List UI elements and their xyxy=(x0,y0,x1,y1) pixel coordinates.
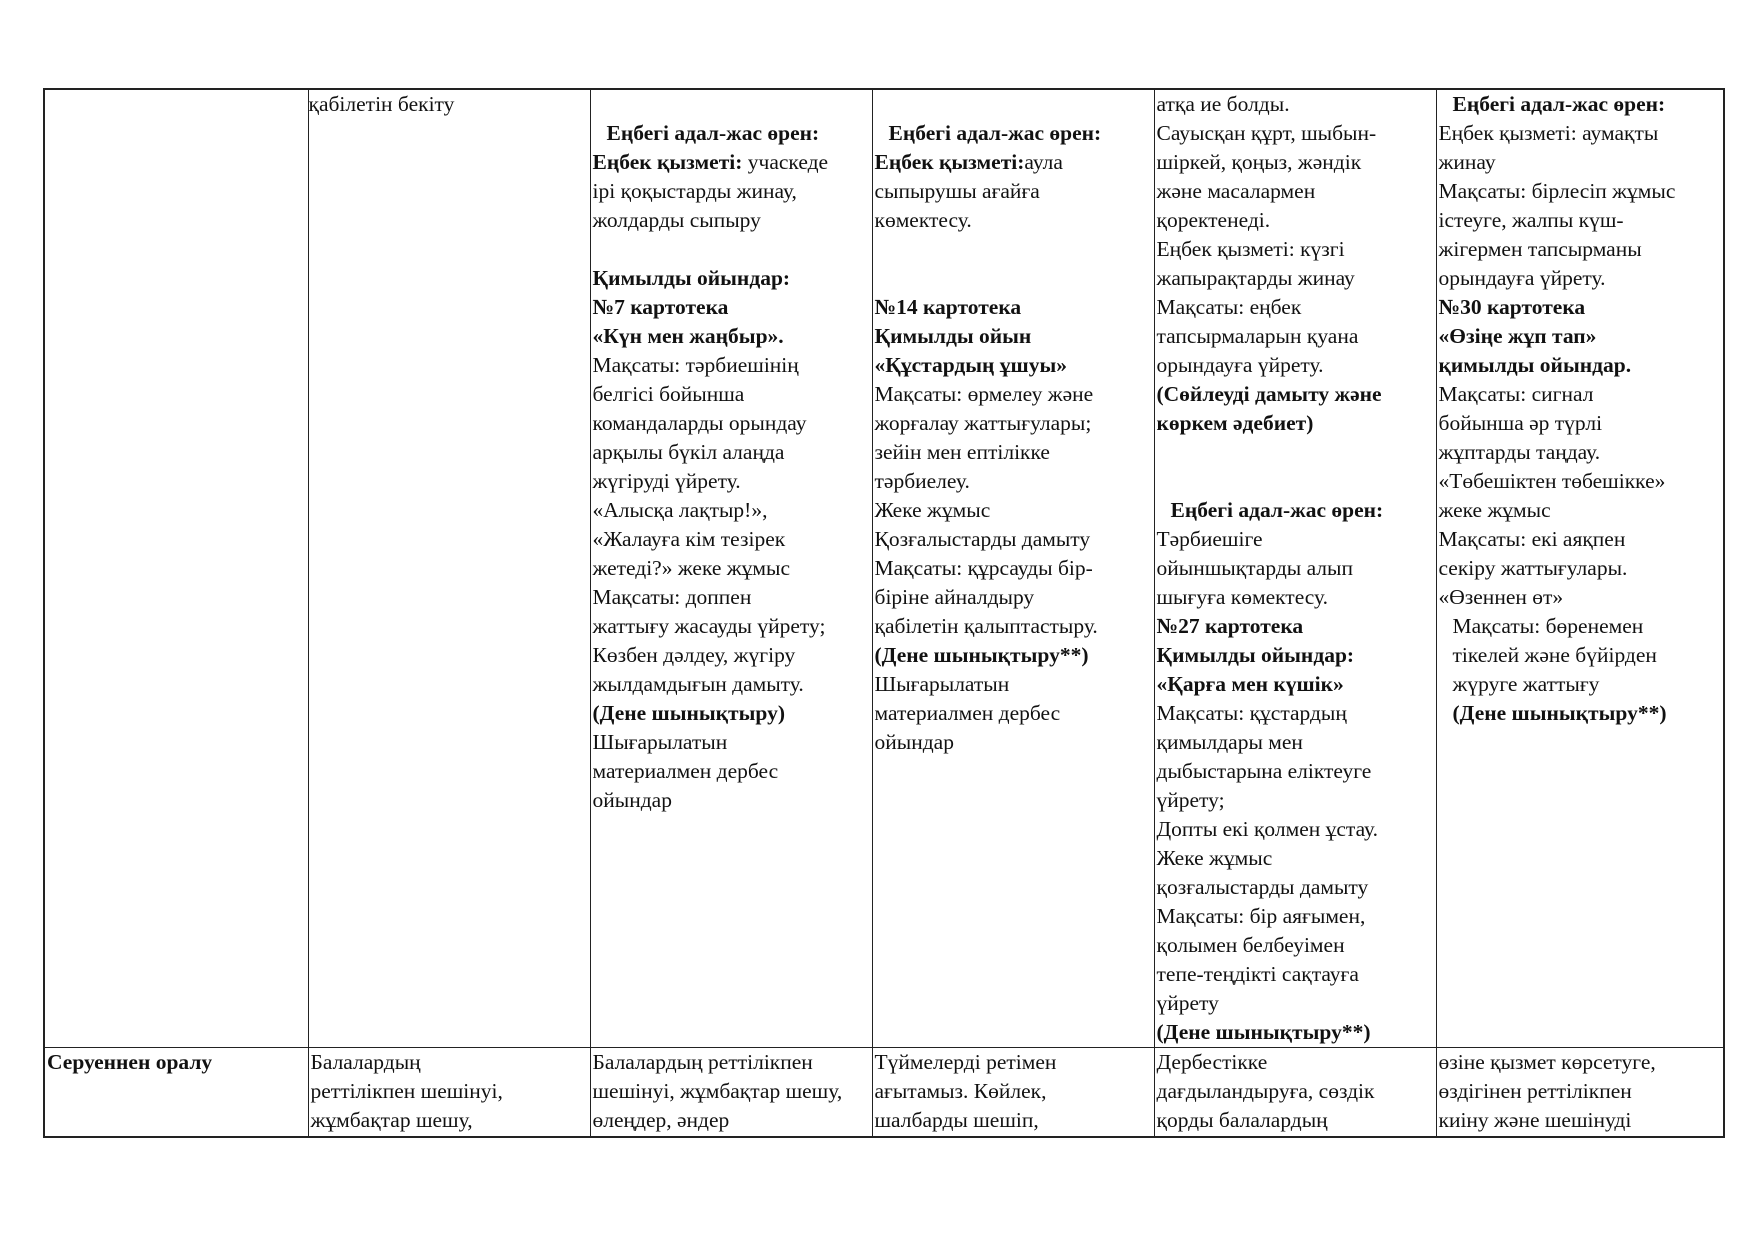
row-label-cell xyxy=(44,1048,308,1138)
bold-text: Еңбегі адал-жас өрен: xyxy=(888,121,1102,145)
plain-text: Мақсаты: екі аяқпен xyxy=(1438,527,1626,551)
text-line xyxy=(593,670,870,699)
cell-text xyxy=(311,1048,588,1135)
plain-text: «Жалауға кім тезірек xyxy=(592,527,786,551)
cell-text xyxy=(1157,90,1434,1047)
blank-line xyxy=(593,235,870,264)
plain-text: Қозғалыстарды дамыту xyxy=(874,527,1091,551)
text-line xyxy=(593,264,870,293)
cell-wednesday xyxy=(872,1048,1154,1138)
plain-text: жұптарды таңдау. xyxy=(1438,440,1601,464)
text-line xyxy=(875,496,1152,525)
text-line xyxy=(1439,554,1722,583)
bold-text: Қимылды ойын xyxy=(874,324,1032,348)
text-line xyxy=(1439,670,1722,699)
cell-text xyxy=(1439,1048,1722,1135)
plain-text: Мақсаты: бөренемен xyxy=(1452,614,1644,638)
text-line xyxy=(1157,264,1434,293)
plain-text: тепе-теңдікті сақтауға xyxy=(1156,962,1359,986)
bold-text: №14 картотека xyxy=(874,295,1022,319)
text-line xyxy=(875,641,1152,670)
cell-text xyxy=(593,1048,870,1135)
text-line xyxy=(1439,206,1722,235)
plain-text: бойынша әр түрлі xyxy=(1438,411,1603,435)
plain-text: көмектесу. xyxy=(874,208,972,232)
bold-text: №30 картотека xyxy=(1438,295,1586,319)
bold-text: Қимылды ойындар: xyxy=(1156,643,1355,667)
text-line xyxy=(1439,119,1722,148)
cell-friday xyxy=(1436,89,1724,1048)
text-line xyxy=(1439,90,1722,119)
plan-table xyxy=(43,88,1725,1138)
text-line xyxy=(1439,699,1722,728)
plain-text: ойындар xyxy=(874,730,954,754)
plain-text: қабілетін қалыптастыру. xyxy=(874,614,1098,638)
cell-tuesday xyxy=(590,89,872,1048)
text-line xyxy=(1157,641,1434,670)
plain-text: Тәрбиешіге xyxy=(1156,527,1263,551)
text-line: киіну және шешінуді xyxy=(1438,1108,1632,1132)
text-line xyxy=(1439,322,1722,351)
text-line xyxy=(875,612,1152,641)
plain-text: зейін мен ептілікке xyxy=(874,440,1050,464)
text-line: Түймелерді ретімен xyxy=(874,1050,1057,1074)
text-line xyxy=(875,293,1152,322)
plain-text: Еңбек қызметі: аумақты xyxy=(1438,121,1659,145)
text-line xyxy=(875,119,1152,148)
bold-text: №7 картотека xyxy=(592,295,729,319)
plain-text: Мақсаты: бірлесіп жұмыс xyxy=(1438,179,1676,203)
plain-text: біріне айналдыру xyxy=(874,585,1035,609)
text-line xyxy=(593,380,870,409)
bold-text: қимылды ойындар. xyxy=(1438,353,1632,377)
text-line: қабілетін бекіту xyxy=(308,92,455,116)
plain-text: жолдарды сыпыру xyxy=(592,208,761,232)
text-line: Дербестікке xyxy=(1156,1050,1268,1074)
cell-monday xyxy=(308,1048,590,1138)
plain-text: Мақсаты: құрсауды бір- xyxy=(874,556,1093,580)
plain-text: қимылдары мен xyxy=(1156,730,1303,754)
plain-text: жорғалау жаттығулары; xyxy=(874,411,1092,435)
text-line: өзіне қызмет көрсетуге, xyxy=(1438,1050,1656,1074)
plain-text: командаларды орындау xyxy=(592,411,807,435)
cell-text xyxy=(309,90,588,119)
plain-text: ірі қоқыстарды жинау, xyxy=(592,179,797,203)
text-line xyxy=(1439,177,1722,206)
plain-text: үйрету xyxy=(1156,991,1219,1015)
cell-wednesday xyxy=(872,89,1154,1048)
text-line xyxy=(1157,235,1434,264)
bold-text: «Күн мен жаңбыр». xyxy=(592,324,784,348)
plain-text: жеке жұмыс xyxy=(1438,498,1551,522)
text-line xyxy=(1157,728,1434,757)
plain-text: жүруге жаттығу xyxy=(1452,672,1600,696)
plain-text: сыпырушы ағайға xyxy=(874,179,1040,203)
text-line xyxy=(593,409,870,438)
plain-text: белгісі бойынша xyxy=(592,382,745,406)
cell-monday xyxy=(308,89,590,1048)
text-line xyxy=(593,641,870,670)
text-line xyxy=(1157,351,1434,380)
text-line xyxy=(1157,699,1434,728)
plain-text: орындауға үйрету. xyxy=(1156,353,1324,377)
plain-text: жетеді?» жеке жұмыс xyxy=(592,556,790,580)
text-line xyxy=(1439,380,1722,409)
text-line xyxy=(875,525,1152,554)
text-line xyxy=(1157,670,1434,699)
bold-text: (Дене шынықтыру**) xyxy=(1156,1020,1371,1044)
text-line xyxy=(875,177,1152,206)
plain-text: ойыншықтарды алып xyxy=(1156,556,1353,580)
plain-text: Мақсаты: тәрбиешінің xyxy=(592,353,799,377)
text-line xyxy=(875,322,1152,351)
bold-text: Еңбегі адал-жас өрен: xyxy=(606,121,820,145)
text-line xyxy=(1157,525,1434,554)
plain-text: Мақсаты: құстардың xyxy=(1156,701,1347,725)
plain-text: Мақсаты: өрмелеу және xyxy=(874,382,1094,406)
bold-text: Еңбегі адал-жас өрен: xyxy=(1452,92,1666,116)
plain-text: арқылы бүкіл алаңда xyxy=(592,440,785,464)
text-line xyxy=(593,612,870,641)
text-line xyxy=(1439,496,1722,525)
plain-text: аула xyxy=(1024,150,1063,174)
plain-text: Жеке жұмыс xyxy=(1156,846,1273,870)
plain-text: Жеке жұмыс xyxy=(874,498,991,522)
text-line xyxy=(1439,525,1722,554)
text-line: Балалардың реттілікпен xyxy=(592,1050,813,1074)
bold-text: №27 картотека xyxy=(1156,614,1304,638)
text-line xyxy=(1439,467,1722,496)
plain-text: секіру жаттығулары. xyxy=(1438,556,1628,580)
bold-text: Қимылды ойындар: xyxy=(592,266,791,290)
text-line xyxy=(593,467,870,496)
text-line xyxy=(1439,351,1722,380)
bold-text: Еңбек қызметі: xyxy=(874,150,1025,174)
bold-text: «Қарға мен күшік» xyxy=(1156,672,1344,696)
text-line: Балалардың xyxy=(310,1050,421,1074)
text-line xyxy=(875,380,1152,409)
text-line xyxy=(593,728,870,757)
text-line xyxy=(1157,554,1434,583)
text-line xyxy=(593,119,870,148)
text-line xyxy=(1439,641,1722,670)
text-line xyxy=(1157,496,1434,525)
text-line xyxy=(1157,206,1434,235)
text-line xyxy=(875,409,1152,438)
text-line xyxy=(875,728,1152,757)
text-line xyxy=(1157,873,1434,902)
plain-text: Мақсаты: еңбек xyxy=(1156,295,1302,319)
plain-text: шіркей, қоңыз, жәндік xyxy=(1156,150,1362,174)
text-line xyxy=(1439,264,1722,293)
table-row xyxy=(44,1048,1724,1138)
text-line xyxy=(593,786,870,815)
text-line xyxy=(593,148,870,177)
cell-thursday xyxy=(1154,1048,1436,1138)
plain-text: Шығарылатын xyxy=(592,730,728,754)
text-line xyxy=(593,525,870,554)
text-line: жұмбақтар шешу, xyxy=(310,1108,473,1132)
row-label-cell xyxy=(44,89,308,1048)
plain-text: тікелей және бүйірден xyxy=(1452,643,1657,667)
text-line xyxy=(1157,931,1434,960)
plain-text: жаттығу жасауды үйрету; xyxy=(592,614,826,638)
text-line xyxy=(875,351,1152,380)
text-line xyxy=(1439,409,1722,438)
text-line xyxy=(1157,786,1434,815)
plain-text: үйрету; xyxy=(1156,788,1225,812)
cell-tuesday xyxy=(590,1048,872,1138)
cell-text xyxy=(1439,90,1722,728)
plain-text: істеуге, жалпы күш- xyxy=(1438,208,1624,232)
table-row xyxy=(44,89,1724,1048)
text-line xyxy=(875,148,1152,177)
text-line: өлеңдер, әндер xyxy=(592,1108,730,1132)
plain-text: Допты екі қолмен ұстау. xyxy=(1156,817,1379,841)
text-line: дағдыландыруға, сөздік xyxy=(1156,1079,1375,1103)
text-line xyxy=(1439,148,1722,177)
text-line: реттілікпен шешінуі, xyxy=(310,1079,503,1103)
bold-text: (Дене шынықтыру**) xyxy=(1452,701,1667,725)
text-line xyxy=(875,554,1152,583)
blank-line xyxy=(875,235,1152,293)
text-line: ағытамыз. Көйлек, xyxy=(874,1079,1047,1103)
bold-text: (Дене шынықтыру**) xyxy=(874,643,1089,667)
text-line xyxy=(1157,960,1434,989)
cell-text xyxy=(875,1048,1152,1135)
text-line xyxy=(1439,235,1722,264)
plain-text: Шығарылатын xyxy=(874,672,1010,696)
text-line: шалбарды шешіп, xyxy=(874,1108,1039,1132)
plain-text: тәрбиелеу. xyxy=(874,469,970,493)
text-line xyxy=(593,554,870,583)
plain-text: қозғалыстарды дамыту xyxy=(1156,875,1369,899)
text-line xyxy=(1157,90,1434,119)
text-line xyxy=(1157,322,1434,351)
plain-text: жинау xyxy=(1438,150,1496,174)
plain-text: және масалармен xyxy=(1156,179,1316,203)
plain-text: орындауға үйрету. xyxy=(1438,266,1606,290)
text-line xyxy=(593,322,870,351)
plain-text: ойындар xyxy=(592,788,672,812)
row-label: Серуеннен оралу xyxy=(47,1050,213,1074)
plain-text: қолымен белбеуімен xyxy=(1156,933,1345,957)
cell-text xyxy=(875,90,1152,757)
text-line xyxy=(1157,177,1434,206)
plain-text: жылдамдығын дамыту. xyxy=(592,672,804,696)
text-line xyxy=(593,177,870,206)
bold-text: көркем әдебиет) xyxy=(1156,411,1314,435)
blank-line xyxy=(875,90,1152,119)
plain-text: материалмен дербес xyxy=(874,701,1061,725)
text-line xyxy=(875,699,1152,728)
text-line xyxy=(875,438,1152,467)
text-line xyxy=(1157,902,1434,931)
bold-text: Еңбегі адал-жас өрен: xyxy=(1170,498,1384,522)
text-line xyxy=(593,351,870,380)
text-line xyxy=(875,670,1152,699)
bold-text: (Сөйлеуді дамыту және xyxy=(1156,382,1382,406)
plain-text: «Алысқа лақтыр!», xyxy=(592,498,768,522)
text-line xyxy=(593,206,870,235)
plain-text: жігермен тапсырманы xyxy=(1438,237,1642,261)
plain-text: Мақсаты: сигнал xyxy=(1438,382,1594,406)
text-line xyxy=(875,467,1152,496)
plain-text: учаскеде xyxy=(742,150,829,174)
text-line xyxy=(1157,583,1434,612)
text-line xyxy=(875,206,1152,235)
text-line xyxy=(1157,293,1434,322)
text-line xyxy=(1157,119,1434,148)
plain-text: Мақсаты: бір аяғымен, xyxy=(1156,904,1366,928)
text-line xyxy=(593,293,870,322)
text-line xyxy=(1439,583,1722,612)
text-line xyxy=(1157,612,1434,641)
text-line xyxy=(1157,409,1434,438)
plain-text: атқа ие болды. xyxy=(1156,92,1290,116)
cell-friday xyxy=(1436,1048,1724,1138)
plain-text: жүгіруді үйрету. xyxy=(592,469,741,493)
bold-text: «Құстардың ұшуы» xyxy=(874,353,1067,377)
text-line xyxy=(1157,148,1434,177)
cell-text xyxy=(593,90,870,815)
plain-text: материалмен дербес xyxy=(592,759,779,783)
text-line xyxy=(1157,757,1434,786)
text-line xyxy=(1157,815,1434,844)
plain-text: шығуға көмектесу. xyxy=(1156,585,1329,609)
bold-text: (Дене шынықтыру) xyxy=(592,701,785,725)
text-line xyxy=(593,699,870,728)
text-line xyxy=(593,583,870,612)
text-line: шешінуі, жұмбақтар шешу, xyxy=(592,1079,843,1103)
plain-text: «Өзеннен өт» xyxy=(1438,585,1564,609)
text-line: өздігінен реттілікпен xyxy=(1438,1079,1632,1103)
plain-text: Сауысқан құрт, шыбын- xyxy=(1156,121,1377,145)
bold-text: «Өзіңе жұп тап» xyxy=(1438,324,1597,348)
text-line xyxy=(1439,293,1722,322)
text-line xyxy=(1439,612,1722,641)
plain-text: Көзбен дәлдеу, жүгіру xyxy=(592,643,796,667)
blank-line xyxy=(1157,438,1434,496)
text-line xyxy=(1157,380,1434,409)
text-line xyxy=(593,438,870,467)
text-line xyxy=(593,496,870,525)
text-line xyxy=(593,757,870,786)
text-line xyxy=(1157,844,1434,873)
text-line xyxy=(1157,1018,1434,1047)
text-line xyxy=(875,583,1152,612)
plain-text: қоректенеді. xyxy=(1156,208,1271,232)
plain-text: Еңбек қызметі: күзгі xyxy=(1156,237,1345,261)
plain-text: «Төбешіктен төбешікке» xyxy=(1438,469,1666,493)
plain-text: дыбыстарына еліктеуге xyxy=(1156,759,1372,783)
bold-text: Еңбек қызметі: xyxy=(592,150,743,174)
plain-text: жапырақтарды жинау xyxy=(1156,266,1355,290)
plain-text: Мақсаты: доппен xyxy=(592,585,752,609)
plain-text: тапсырмаларын қуана xyxy=(1156,324,1359,348)
cell-text xyxy=(1157,1048,1434,1135)
text-line xyxy=(1157,989,1434,1018)
text-line xyxy=(1439,438,1722,467)
text-line: қорды балалардың xyxy=(1156,1108,1328,1132)
cell-thursday xyxy=(1154,89,1436,1048)
blank-line xyxy=(593,90,870,119)
